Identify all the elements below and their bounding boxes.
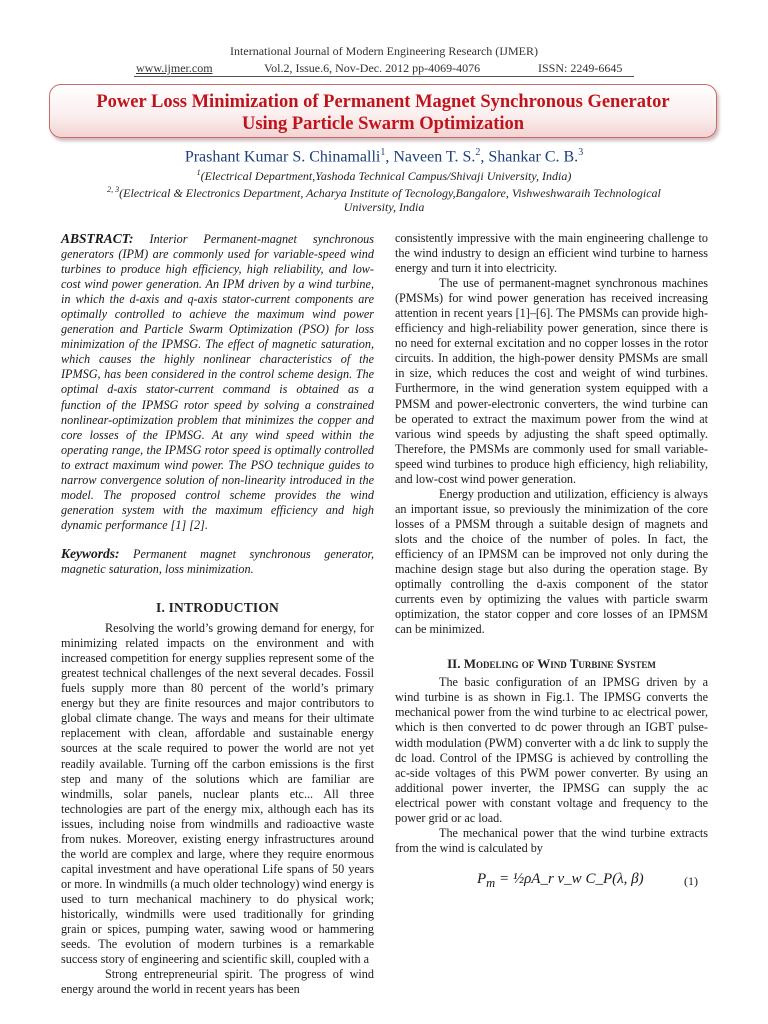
abstract xyxy=(61,231,374,533)
journal-url-link[interactable]: www.ijmer.com xyxy=(136,61,213,75)
intro-paragraph-2: Strong entrepreneurial spirit. The progress of wind energy around the world in recent years has been xyxy=(61,967,374,997)
affiliation-2-text: (Electrical & Electronics Department, Acharya Institute of Tecnology,Bangalore, Vishweshwaraih Technological xyxy=(119,186,661,200)
author-2-sup: 2 xyxy=(475,147,481,158)
issn: ISSN: 2249-6645 xyxy=(538,61,623,75)
body-paragraph-3: Energy production and utilization, efficiency is always an important issue, so previously the minimization of the core losses of a PMSM through a suitable design of magnets and slots and the choice of the number of poles. In fact, the efficiency of an IPMSM can be improved not only during the machine design stage but also during the operation stage. By optimally controlling the d-axis component of the stator currents even by optimizing the values with particle swarm optimization, the stator copper and core losses of an IPMSM can be minimized. xyxy=(395,486,708,637)
section-heading-introduction: I. INTRODUCTION xyxy=(155,600,280,616)
right-column xyxy=(395,231,708,904)
body-paragraph-2: The use of permanent-magnet synchronous machines (PMSMs) for wind power generation has received increasing attention in recent years [1]–[6]. The PMSMs can provide high-efficiency and high-reliability power generation, since there is no need for external excitation and no copper losses in the rotor circuits. In addition, the high-power density PMSMs are small in size, which reduces the cost and weight of wind turbines. Furthermore, in the wind generation system equipped with a PMSM and power-electronic converters, the wind turbine can be operated to extract the maximum power from the wind at various wind speeds by adjusting the shaft speed optimally. Therefore, the PMSMs are commonly used for small variable-speed wind turbines to produce high efficiency, high reliability, and low-cost wind power generation. xyxy=(395,276,708,486)
equation-lhs-sub: m xyxy=(486,875,496,890)
keywords xyxy=(61,546,374,577)
keywords-label: Keywords: xyxy=(61,545,120,561)
paper-title-box xyxy=(49,84,717,138)
affiliation-2-cont: University, India xyxy=(343,200,425,214)
section-heading-modeling: II. Modeling of Wind Turbine System xyxy=(447,656,656,672)
keywords-text: Permanent magnet synchronous generator, magnetic saturation, loss minimization. xyxy=(61,546,374,576)
equation-number: (1) xyxy=(684,873,698,888)
author-1-sup: 1 xyxy=(380,147,386,158)
author-separator: , xyxy=(385,148,394,166)
author-3-sup: 3 xyxy=(578,147,584,158)
paper-title-line1: Power Loss Minimization of Permanent Magnet Synchronous Generator xyxy=(96,92,670,112)
author-list xyxy=(0,147,768,166)
affiliation-1-sup: 1 xyxy=(196,168,201,177)
equation-formula xyxy=(477,872,644,891)
author-separator: , xyxy=(480,148,489,166)
affiliation-1 xyxy=(0,168,768,184)
equation-lhs: P xyxy=(477,870,487,887)
journal-name: International Journal of Modern Engineering Research (IJMER) xyxy=(230,44,538,58)
intro-paragraph-1: Resolving the world’s growing demand for energy, for minimizing related impacts on the environment and with increased competition for energy supplies represent some of the greatest technical challenges of the next several decades. Fossil fuels supply more than 80 percent of the world’s primary energy but they are finite resources and major contributors to global climate change. The ways and means for their ultimate replacement with clean, affordable and sustainable energy sources at the scale required to power the world are not yet readily available. Turning off the carbon emissions is the first step and many of the solutions which are familiar are windmills, solar panels, nuclear plants etc... All three technologies are part of the energy mix, although each has its issues, including noise from windmills and radioactive waste from nukes. Moreover, existing energy infrastructures around the world are complex and large, where they require enormous capital investment and have operational Life spans of 50 years or more. In windmills (a much older technology) wind energy is used to turn mechanical machinery to do physical work; historically, windmills were used traditionally for grinding grain or spices, pumping water, sawing wood or hammering seeds. The evolution of modern turbines is a remarkable success story of engineering and scientific skill, coupled with a xyxy=(61,621,374,967)
header-divider xyxy=(134,76,634,77)
author-3: Shankar C. B. xyxy=(488,148,579,166)
paper-title-line2: Using Particle Swarm Optimization xyxy=(241,114,525,134)
abstract-text: Interior Permanent-magnet synchronous generators (IPM) are commonly used for variable-speed wind turbines to produce high efficiency, high reliability, and low-cost wind power generation. An IPM driven by a wind turbine, in which the d-axis and q-axis stator-current components are optimally controlled to achieve the maximum wind power generation and Particle Swarm Optimization (PSO) for loss minimization of the IPMSG. The effect of magnetic saturation, which causes the highly nonlinear characteristics of the IPMSG, has been considered in the control scheme design. The optimal d-axis stator-current command is obtained as a function of the IPMSG rotor speed by solving a constrained nonlinear-optimization problem that minimizes the copper and core losses of the IPMSG. At any wind speed within the operating range, the IPMSG rotor speed is optimally controlled to extract maximum wind power. The PSO technique guides to narrow convergence solution of non-linearity introduced in the model. The proposed control scheme provides the wind generation system with the maximum efficiency and high dynamic performance [1] [2]. xyxy=(61,232,374,532)
affiliation-2 xyxy=(0,185,768,201)
affiliation-2-sup: 2, 3 xyxy=(107,185,120,194)
equation-1 xyxy=(395,864,708,904)
equation-rhs: = ½ρA_r v_w C_P(λ, β) xyxy=(498,870,644,887)
volume-info: Vol.2, Issue.6, Nov-Dec. 2012 pp-4069-4076 xyxy=(264,61,481,75)
body-paragraph-1: consistently impressive with the main engineering challenge to the wind industry to design an efficient wind turbine to harness energy and turn it into electricity. xyxy=(395,231,708,276)
author-1: Prashant Kumar S. Chinamalli xyxy=(184,148,381,166)
author-2: Naveen T. S. xyxy=(393,148,476,166)
body-paragraph-5: The mechanical power that the wind turbine extracts from the wind is calculated by xyxy=(395,825,708,855)
left-column xyxy=(61,231,374,997)
abstract-label: ABSTRACT: xyxy=(61,231,134,246)
body-paragraph-4: The basic configuration of an IPMSG driven by a wind turbine is as shown in Fig.1. The IPMSG converts the mechanical power from the wind turbine to ac electrical power, which is then converted to dc power through an IGBT pulse-width modulation (PWM) converter with a dc link to supply the dc load. Control of the IPMSG is achieved by controlling the ac-side voltages of this PWM power converter. By using an additional power inverter, the IPMSG can supply the ac electrical power with constant voltage and frequency to the power grid or ac load. xyxy=(395,675,708,825)
affiliation-1-text: (Electrical Department,Yashoda Technical Campus/Shivaji University, India) xyxy=(200,169,572,183)
